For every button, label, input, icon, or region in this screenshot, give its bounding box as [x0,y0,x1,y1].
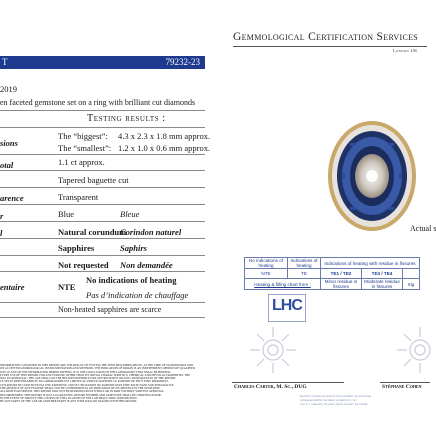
row-label-transparence: arence [0,193,24,203]
heating-desc-significant: Sig [403,279,420,290]
report-description: en faceted gemstone set on a ring with brilliant cut diamonds [0,98,196,107]
row-label-commentaire: entaire [0,282,25,292]
heating-value-en: No indications of heating [86,275,177,285]
lhc-logo [268,294,306,322]
row-label-colour: r [0,211,4,221]
fine-print-line: BY ANY PARTY OF THE LAB OR ANOTHER PARTY IF ANY ITEM SOLD OR TRADED WITH THIS REPORT. [0,399,137,404]
signatory-right: Stéphane Cohen [382,384,422,390]
origin-value-fr: Non demandée [120,260,173,270]
lab-location: London UK [393,48,418,53]
cut-value: Tapered baguette cut [58,175,129,185]
fine-print-line: INFORMATION CONTAINED IN THIS REPORT ARE THE RESULT OF TESTING THE ITEM DESCRIBED ABOVE, AT THE TIME OF EXAMINATION AND [0,363,194,367]
security-note-line: watermark printing document authenticity copy [300,398,357,403]
report-type: T [2,57,8,67]
row-rule [0,302,205,303]
heating-code-te12: TE1 / TE2 [321,269,362,279]
row-rule [0,221,205,222]
row-rule [0,170,205,171]
results-rule [0,127,205,128]
dim-biggest-label: The “biggest”: [58,131,108,141]
row-rule [0,255,205,256]
signature-line-right [380,382,430,383]
row-label-dimensions: sions [0,138,18,148]
row-rule [0,238,205,239]
row-rule [0,154,205,155]
row-rule [0,317,205,318]
signature-emblem-right [395,325,435,375]
origin-value-en: Not requested [58,260,109,270]
lhc-logo-text: LHC [272,297,302,314]
heating-value-fr: Pas d’indication de chauffage [86,290,189,300]
colour-value-en: Blue [58,209,75,219]
heating-code-te5 [403,269,420,279]
report-number: 79232-23 [165,57,200,67]
variety-value-en: Sapphires [58,243,95,253]
fine-print-line: CE RAPPORT NE CONSTITUE PAS UNE EXPERTISE. TOUTE UTILISATION DU RAPPORT DOIT ETRE FAITE DANS SON INTEGRALITE. [0,382,175,387]
fine-print-line: THE ABSENCE OF ANY FEATURE SHALL NOT BE CONSIDERED AS AN INDICATION OF ITS ABSENCE IN THE GEMSTONE. [0,386,161,391]
fine-print-line: NOT AN APPRAISAL. THE LAB SHALL NOT BE HELD RESPONSIBLE FOR ANY RECIPIENT OR ANY CONSEQUENCES OF THE REPORT. [0,376,177,381]
fine-print-line: EVERY USE OF THIS REPORT FOR ANY PURPOSE OTHER THAN ITS INITIAL CHARACTERISTICS, CHEMICAL AND PHYSICAL PROPERTIES. THE [0,372,191,377]
transparency-value: Transparent [58,192,99,202]
variety-value-fr: Saphirs [120,243,147,253]
fine-print-line: IN THE EVENT OF DISPUTE THE COURTS OF THE LOCATION OF THE LAB SHALL HAVE JURISDICTION. [0,395,138,400]
header-rule [233,46,427,47]
heating-header-residue: Indications of heating with residue in fissures [321,258,420,269]
heating-code-te34: TE3 / TE4 [362,269,403,279]
security-note [300,394,371,407]
testing-results-title: Testing results : [87,113,166,124]
heating-desc-moderate: Moderate residue in fissures [362,279,403,290]
description-rule [0,110,205,111]
row-label-total: otal [0,160,14,170]
report-header-bar [0,56,205,69]
heating-header-nte: No indications of heating [245,258,288,269]
signature-emblem-left [248,325,298,375]
heating-code: NTE [58,282,76,292]
material-value-fr: Corindon naturel [120,227,182,237]
fine-print-line: ISTS. IF ANY OF THE INFORMATION HEREIN DIFFERS, IT IS THE CONCLUSION OF THE LABORATORY THAT SHALL BE BINDING. [0,369,172,374]
total-weight-value: 1.1 ct approx. [58,157,105,167]
report-date: 2019 [0,84,17,94]
heating-chart-table [244,257,420,290]
row-rule [0,204,205,205]
fine-print [0,364,205,404]
heating-chart-link[interactable]: Heating & filling chart from : [245,279,321,290]
heating-code-te: TE [288,269,321,279]
fine-print-line: LE SEULE RESPONSABILITE DU LABORATOIRE EST LIMITEE AU PRIX DU RAPPORT. CE RAPPORT NE PEUT ETRE REPRODUIT. [0,379,169,384]
heating-header-te: Indications of heating [288,258,321,269]
dim-smallest-value: 1.2 x 1.0 x 0.6 mm approx. [118,143,211,153]
security-note-line: Security features included in this document are holograms [300,394,372,398]
heating-desc-minor: Minor residue in fissures [321,279,362,290]
photo-caption: Actual s [410,224,436,233]
fine-print-line: RECOMMENDED: THIS REPORT IS NOT A GUARANTEE. REPORT NUMBER AND GEMSTONE SHALL BE VERIFIED ONLINE. [0,392,162,397]
signature-line-left [232,382,344,383]
colour-value-fr: Bleue [120,209,140,219]
heating-code-nte: NTE [245,269,288,279]
ring-photo [322,113,422,238]
row-rule [0,271,205,272]
signatory-left: Charles Carter, M. Sc., DUG [234,384,307,390]
row-rule [0,187,205,188]
dim-biggest-value: 4.3 x 2.3 x 1.8 mm approx. [118,131,211,141]
material-value-en: Natural corundum [58,227,127,237]
row-label-material: l [0,228,3,238]
security-note-line: that is a composite, enclosed and/or security holograms [300,402,368,407]
dim-smallest-label: The “smallest”: [58,143,112,153]
fine-print-line: ALL RIGHTS RESERVED. THIS REPORT MAY NOT BE REPRODUCED IN WHOLE OR IN PART WITHOUT WRITTEN APPROVAL. [0,389,165,394]
fine-print-line: ON ACCEPTED GEMMOLOGICAL INSTRUMENTATION AND METHODS. THE INDICATION OF ORIGIN IS AN INDEPENDENT OPINION OF QUALIFIED [0,366,195,371]
lab-name: Gemmological Certification Services [233,31,419,43]
comment-text: Non-heated sapphires are scarce [58,305,162,314]
